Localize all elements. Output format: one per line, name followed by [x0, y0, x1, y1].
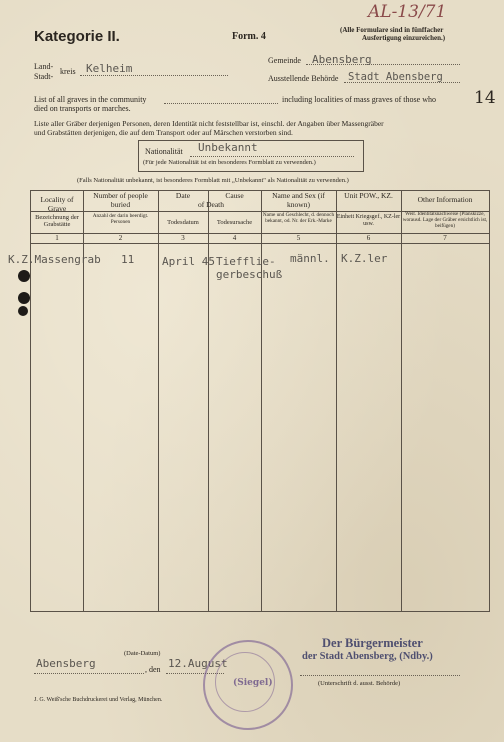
den-label: , den — [145, 665, 161, 674]
punch-hole-bottom — [18, 306, 28, 316]
col-num-6: 6 — [366, 234, 371, 242]
kreis-value: Kelheim — [86, 62, 133, 75]
col-divider — [336, 191, 337, 611]
col-num-4: 4 — [232, 234, 237, 242]
row-count: 11 — [121, 253, 135, 266]
signature-line — [300, 675, 460, 676]
kreis-label: kreis — [60, 67, 76, 76]
land-label: Land- — [34, 62, 54, 71]
punch-hole-middle — [18, 292, 30, 304]
mayor-title-line1: Der Bürgermeister — [322, 636, 423, 650]
signature-label: (Unterschrift d. ausst. Behörde) — [318, 680, 401, 687]
col-divider — [208, 191, 209, 611]
row-sex: männl. — [290, 252, 330, 265]
nationality-label: Nationalität — [145, 147, 183, 156]
community-line — [164, 103, 278, 104]
german-intro-line1: Liste aller Gräber derjenigen Personen, deren Identität nicht feststellbar ist, einschl. der Angaben über Massengräber — [34, 119, 384, 128]
header-name-de: Name und Geschlecht, d. dennoch bekannt, od. Nr. der Erk.-Marke — [262, 212, 335, 224]
header-divider — [31, 243, 489, 244]
header-number-de: Anzahl der darin beerdigt. Personen — [92, 213, 149, 226]
date-value: 12.August — [168, 657, 228, 670]
nationality-note: (Für jede Nationalität ist ein besonderes Formblatt zu verwenden.) — [143, 159, 316, 166]
row-cause-line2: gerbeschuß — [216, 268, 283, 281]
header-other-en: Other Information — [417, 195, 473, 204]
header-date-de: Todesdatum — [167, 219, 199, 226]
header-unit-de: Einheit Kriegsgef., KZ-ler usw. — [336, 214, 401, 227]
header-other-de: Weit. Identitätsnachweise (Planskizze, worausd. Lage der Gräber ersichtlich ist, beifügen) — [402, 211, 488, 229]
row-unit: K.Z.ler — [341, 252, 388, 265]
stadt-label: Stadt- — [34, 72, 54, 81]
german-intro-line2: und Grabstätten derjenigen, die auf dem Transport oder auf Märschen verstorben sind. — [34, 128, 293, 137]
copies-note-line2: Ausfertigung einzureichen.) — [362, 34, 446, 42]
header-name-en: Name and Sex (if known) — [272, 191, 325, 209]
col-num-3: 3 — [181, 234, 185, 242]
row-cause-line1: Tiefflie- — [216, 255, 276, 268]
header-cause-de: Todesursache — [216, 219, 253, 226]
place-line — [34, 673, 144, 674]
header-date-en: Date — [175, 191, 191, 200]
kreis-line — [80, 75, 228, 76]
gemeinde-value: Abensberg — [312, 53, 372, 66]
behoerde-label: Ausstellende Behörde — [268, 74, 339, 83]
nationality-line — [190, 156, 354, 157]
side-number: 14 — [474, 88, 496, 108]
mayor-title-line2: der Stadt Abensberg, (Ndby.) — [302, 651, 433, 662]
nationality-value: Unbekannt — [198, 141, 258, 154]
place-value: Abensberg — [36, 657, 96, 670]
handwritten-reference: AL-13/71 — [368, 2, 447, 22]
header-cause-en: Cause — [225, 191, 244, 200]
behoerde-value: Stadt Abensberg — [348, 71, 443, 83]
col-num-5: 5 — [296, 234, 301, 242]
row-locality: K.Z.Massengrab — [8, 253, 101, 266]
category-title: Kategorie II. — [34, 28, 120, 45]
row-date: April 45 — [162, 255, 215, 268]
english-intro-line2: died on transports or marches. — [34, 104, 131, 113]
col-divider — [401, 191, 402, 611]
col-num-7: 7 — [443, 234, 447, 242]
date-label: (Date-Datum) — [124, 650, 161, 657]
header-locality-de: Bezeichnung der Grabstätte — [35, 214, 79, 229]
gemeinde-label: Gemeinde — [268, 56, 301, 65]
form-number: Form. 4 — [232, 31, 266, 42]
english-intro-line1-end: including localities of mass graves of those who — [282, 95, 436, 104]
unknown-nationality-note: (Falls Nationalität unbekannt, ist besonderes Formblatt mit „Unbekannt" als Nationalität zu verwenden.) — [77, 177, 349, 184]
col-divider — [261, 191, 262, 611]
header-date-span: of Death — [197, 200, 225, 209]
punch-hole-top — [18, 270, 30, 282]
header-locality-en: Locality of Grave — [40, 195, 74, 213]
copies-note-line1: (Alle Formulare sind in fünffacher — [340, 26, 444, 34]
header-unit-en: Unit POW., KZ. — [344, 191, 393, 200]
stamp-label: (Siegel) — [233, 678, 273, 688]
header-number-en: Number of people buried — [93, 191, 148, 209]
col-num-1: 1 — [55, 234, 59, 242]
english-intro-line1: List of all graves in the community — [34, 95, 147, 104]
col-divider — [158, 191, 159, 611]
col-num-2: 2 — [118, 234, 123, 242]
printer-imprint: J. G. Weiß'sche Buchdruckerei und Verlag, München. — [34, 697, 163, 703]
